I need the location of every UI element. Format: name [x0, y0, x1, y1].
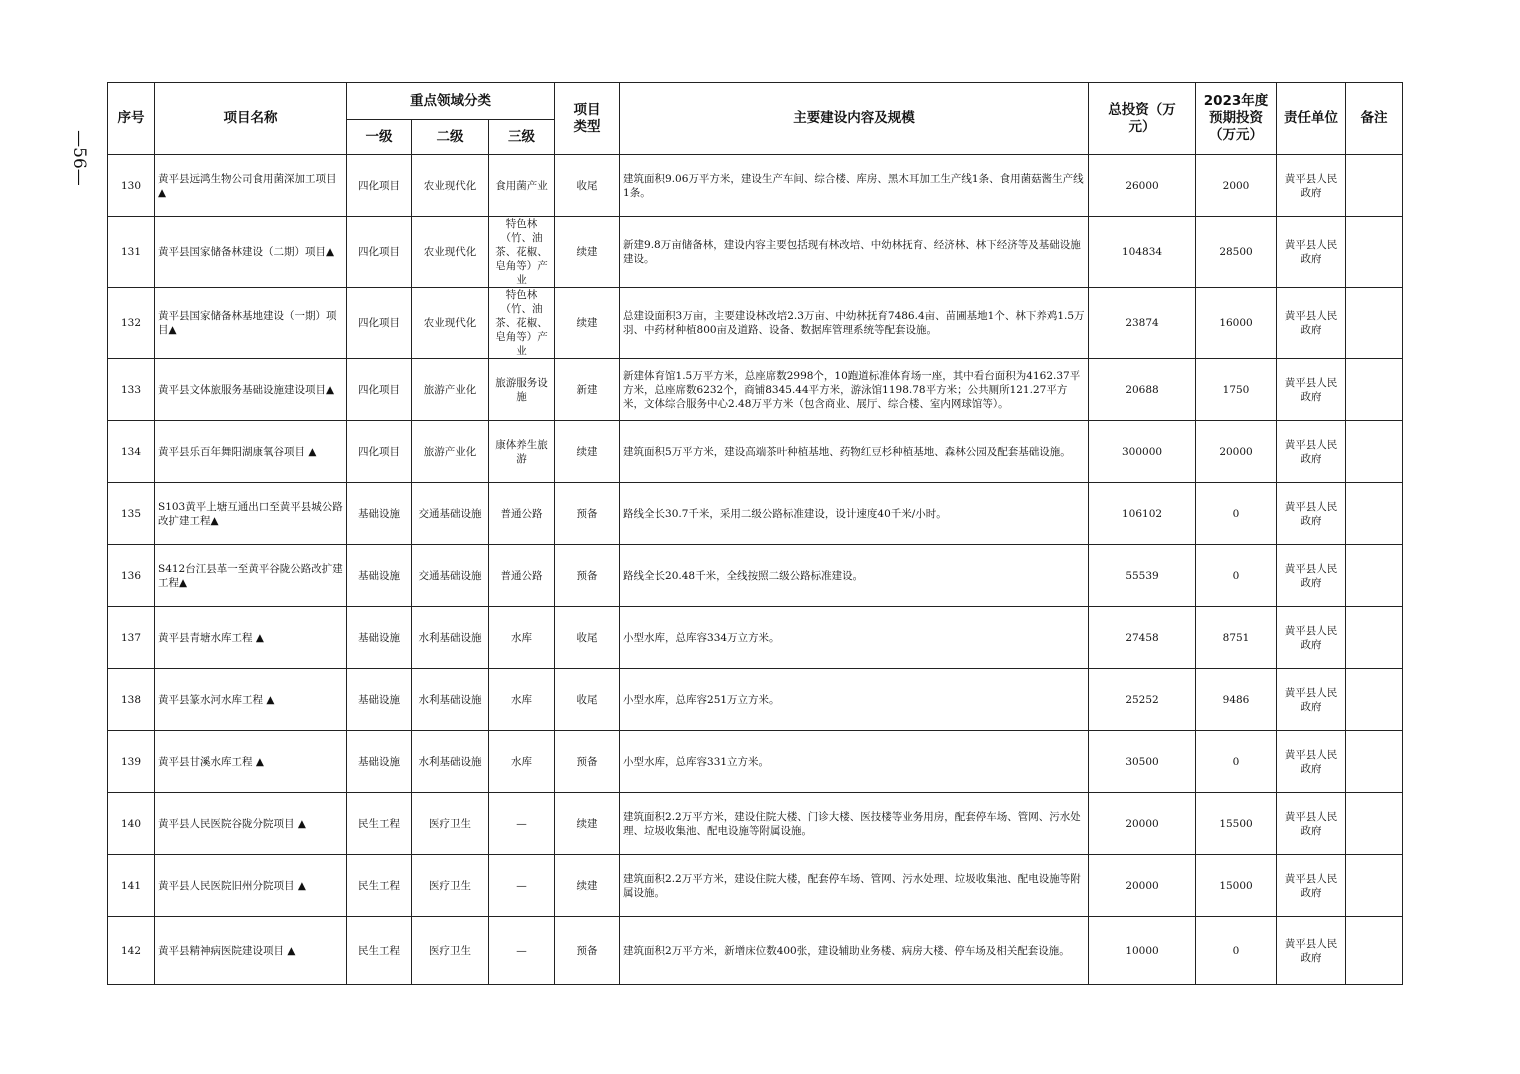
- cell-total: 20000: [1089, 793, 1196, 855]
- cell-type: 预备: [555, 483, 620, 545]
- cell-type: 续建: [555, 793, 620, 855]
- cell-level3: 水库: [489, 669, 555, 731]
- cell-level3: 特色林（竹、油茶、花椒、皂角等）产业: [489, 288, 555, 359]
- cell-invest-2023: 8751: [1196, 607, 1277, 669]
- cell-note: [1346, 669, 1403, 731]
- cell-type: 收尾: [555, 607, 620, 669]
- cell-name: S103黄平上塘互通出口至黄平县城公路改扩建工程▲: [155, 483, 347, 545]
- table-row: [108, 421, 1403, 483]
- cell-content: 建筑面积5万平方米，建设高端茶叶种植基地、药物红豆杉种植基地、森林公园及配套基础设施。: [620, 421, 1089, 483]
- header-seq: 序号: [108, 83, 155, 155]
- table-row: [108, 483, 1403, 545]
- cell-name: 黄平县乐百年舞阳湖康氧谷项目 ▲: [155, 421, 347, 483]
- cell-level1: 四化项目: [347, 155, 412, 217]
- table-row: [108, 855, 1403, 917]
- cell-total: 23874: [1089, 288, 1196, 359]
- cell-unit: 黄平县人民政府: [1277, 359, 1346, 421]
- cell-level2: 农业现代化: [412, 288, 489, 359]
- header-total: 总投资（万元）: [1089, 83, 1196, 155]
- cell-type: 续建: [555, 217, 620, 288]
- table-header: [108, 83, 1403, 155]
- header-level1: 一级: [347, 120, 412, 155]
- cell-level1: 民生工程: [347, 917, 412, 985]
- cell-content: 新建9.8万亩储备林，建设内容主要包括现有林改培、中幼林抚育、经济林、林下经济等及基础设施建设。: [620, 217, 1089, 288]
- table-body: [108, 155, 1403, 985]
- table-row: [108, 669, 1403, 731]
- cell-name: S412台江县革一至黄平谷陇公路改扩建工程▲: [155, 545, 347, 607]
- cell-invest-2023: 1750: [1196, 359, 1277, 421]
- cell-unit: 黄平县人民政府: [1277, 669, 1346, 731]
- cell-level2: 医疗卫生: [412, 917, 489, 985]
- cell-content: 总建设面积3万亩，主要建设林改培2.3万亩、中幼林抚育7486.4亩、苗圃基地1个、林下养鸡1.5万羽、中药材种植800亩及道路、设备、数据库管理系统等配套设施。: [620, 288, 1089, 359]
- cell-seq: 142: [108, 917, 155, 985]
- cell-invest-2023: 16000: [1196, 288, 1277, 359]
- cell-content: 建筑面积2万平方米，新增床位数400张，建设辅助业务楼、病房大楼、停车场及相关配套设施。: [620, 917, 1089, 985]
- cell-seq: 136: [108, 545, 155, 607]
- cell-total: 26000: [1089, 155, 1196, 217]
- cell-total: 20000: [1089, 855, 1196, 917]
- cell-level3: 普通公路: [489, 483, 555, 545]
- cell-seq: 130: [108, 155, 155, 217]
- cell-name: 黄平县国家储备林基地建设（一期）项目▲: [155, 288, 347, 359]
- cell-seq: 131: [108, 217, 155, 288]
- cell-unit: 黄平县人民政府: [1277, 545, 1346, 607]
- table-row: [108, 545, 1403, 607]
- cell-invest-2023: 28500: [1196, 217, 1277, 288]
- table-row: [108, 155, 1403, 217]
- cell-note: [1346, 731, 1403, 793]
- cell-invest-2023: 0: [1196, 917, 1277, 985]
- cell-content: 小型水库，总库容251万立方米。: [620, 669, 1089, 731]
- cell-name: 黄平县远鸿生物公司食用菌深加工项目▲: [155, 155, 347, 217]
- cell-level1: 四化项目: [347, 217, 412, 288]
- cell-content: 新建体育馆1.5万平方米，总座席数2998个，10跑道标准体育场一座，其中看台面积为4162.37平方米，总座席数6232个，商铺8345.44平方米，游泳馆1198.78平方米；公共厕所121.27平方米，文体综合服务中心2.48万平方米（包含商业、展厅、综合楼、室内网球馆等）。: [620, 359, 1089, 421]
- cell-level2: 水利基础设施: [412, 669, 489, 731]
- cell-note: [1346, 545, 1403, 607]
- page-number: —56—: [69, 130, 90, 186]
- cell-level3: 特色林（竹、油茶、花椒、皂角等）产业: [489, 217, 555, 288]
- cell-invest-2023: 0: [1196, 483, 1277, 545]
- cell-level3: 旅游服务设施: [489, 359, 555, 421]
- cell-level2: 农业现代化: [412, 217, 489, 288]
- cell-name: 黄平县文体旅服务基础设施建设项目▲: [155, 359, 347, 421]
- cell-level1: 基础设施: [347, 731, 412, 793]
- table-row: [108, 917, 1403, 985]
- header-name: 项目名称: [155, 83, 347, 155]
- table-row: [108, 359, 1403, 421]
- cell-unit: 黄平县人民政府: [1277, 483, 1346, 545]
- cell-note: [1346, 607, 1403, 669]
- cell-total: 27458: [1089, 607, 1196, 669]
- cell-note: [1346, 217, 1403, 288]
- cell-level1: 四化项目: [347, 359, 412, 421]
- cell-level3: 普通公路: [489, 545, 555, 607]
- table-row: [108, 288, 1403, 359]
- cell-note: [1346, 421, 1403, 483]
- cell-unit: 黄平县人民政府: [1277, 731, 1346, 793]
- cell-total: 104834: [1089, 217, 1196, 288]
- cell-note: [1346, 917, 1403, 985]
- cell-level1: 基础设施: [347, 545, 412, 607]
- cell-seq: 135: [108, 483, 155, 545]
- cell-name: 黄平县精神病医院建设项目 ▲: [155, 917, 347, 985]
- cell-name: 黄平县青塘水库工程 ▲: [155, 607, 347, 669]
- header-level3: 三级: [489, 120, 555, 155]
- cell-unit: 黄平县人民政府: [1277, 793, 1346, 855]
- cell-seq: 140: [108, 793, 155, 855]
- cell-level1: 基础设施: [347, 669, 412, 731]
- cell-total: 55539: [1089, 545, 1196, 607]
- cell-seq: 138: [108, 669, 155, 731]
- cell-content: 建筑面积9.06万平方米，建设生产车间、综合楼、库房、黑木耳加工生产线1条、食用菌菇酱生产线1条。: [620, 155, 1089, 217]
- cell-invest-2023: 15500: [1196, 793, 1277, 855]
- cell-level2: 农业现代化: [412, 155, 489, 217]
- cell-seq: 139: [108, 731, 155, 793]
- cell-note: [1346, 288, 1403, 359]
- cell-unit: 黄平县人民政府: [1277, 607, 1346, 669]
- cell-unit: 黄平县人民政府: [1277, 288, 1346, 359]
- cell-type: 续建: [555, 855, 620, 917]
- cell-note: [1346, 155, 1403, 217]
- table-row: [108, 217, 1403, 288]
- cell-type: 收尾: [555, 155, 620, 217]
- cell-type: 预备: [555, 545, 620, 607]
- cell-content: 小型水库，总库容331立方米。: [620, 731, 1089, 793]
- cell-content: 小型水库，总库容334万立方米。: [620, 607, 1089, 669]
- cell-level3: —: [489, 917, 555, 985]
- cell-total: 300000: [1089, 421, 1196, 483]
- cell-type: 续建: [555, 421, 620, 483]
- cell-name: 黄平县人民医院旧州分院项目 ▲: [155, 855, 347, 917]
- cell-seq: 137: [108, 607, 155, 669]
- cell-level2: 水利基础设施: [412, 607, 489, 669]
- cell-content: 建筑面积2.2万平方米，建设住院大楼、门诊大楼、医技楼等业务用房，配套停车场、管网、污水处理、垃圾收集池、配电设施等附属设施。: [620, 793, 1089, 855]
- cell-seq: 132: [108, 288, 155, 359]
- cell-level1: 基础设施: [347, 607, 412, 669]
- cell-unit: 黄平县人民政府: [1277, 855, 1346, 917]
- header-level2: 二级: [412, 120, 489, 155]
- cell-name: 黄平县国家储备林建设（二期）项目▲: [155, 217, 347, 288]
- cell-level3: 水库: [489, 607, 555, 669]
- cell-invest-2023: 15000: [1196, 855, 1277, 917]
- cell-unit: 黄平县人民政府: [1277, 421, 1346, 483]
- cell-name: 黄平县人民医院谷陇分院项目 ▲: [155, 793, 347, 855]
- header-content: 主要建设内容及规模: [620, 83, 1089, 155]
- header-unit: 责任单位: [1277, 83, 1346, 155]
- cell-level3: —: [489, 793, 555, 855]
- cell-level2: 水利基础设施: [412, 731, 489, 793]
- cell-level1: 四化项目: [347, 288, 412, 359]
- cell-name: 黄平县篆水河水库工程 ▲: [155, 669, 347, 731]
- cell-level2: 医疗卫生: [412, 793, 489, 855]
- cell-total: 25252: [1089, 669, 1196, 731]
- cell-level3: 康体养生旅游: [489, 421, 555, 483]
- cell-unit: 黄平县人民政府: [1277, 217, 1346, 288]
- header-type: 项目类型: [555, 83, 620, 155]
- cell-seq: 134: [108, 421, 155, 483]
- cell-level1: 民生工程: [347, 793, 412, 855]
- cell-total: 20688: [1089, 359, 1196, 421]
- cell-unit: 黄平县人民政府: [1277, 917, 1346, 985]
- cell-content: 路线全长30.7千米，采用二级公路标准建设，设计速度40千米/小时。: [620, 483, 1089, 545]
- cell-total: 10000: [1089, 917, 1196, 985]
- cell-name: 黄平县甘溪水库工程 ▲: [155, 731, 347, 793]
- table-row: [108, 607, 1403, 669]
- cell-level2: 旅游产业化: [412, 359, 489, 421]
- cell-level2: 医疗卫生: [412, 855, 489, 917]
- cell-level1: 四化项目: [347, 421, 412, 483]
- header-note: 备注: [1346, 83, 1403, 155]
- table-row: [108, 731, 1403, 793]
- cell-invest-2023: 20000: [1196, 421, 1277, 483]
- header-invest-2023: 2023年度预期投资（万元）: [1196, 83, 1277, 155]
- cell-invest-2023: 2000: [1196, 155, 1277, 217]
- cell-content: 建筑面积2.2万平方米，建设住院大楼，配套停车场、管网、污水处理、垃圾收集池、配电设施等附属设施。: [620, 855, 1089, 917]
- cell-invest-2023: 0: [1196, 545, 1277, 607]
- header-domain-group: 重点领域分类: [347, 83, 555, 120]
- cell-note: [1346, 359, 1403, 421]
- cell-note: [1346, 855, 1403, 917]
- cell-level1: 基础设施: [347, 483, 412, 545]
- cell-note: [1346, 793, 1403, 855]
- project-table: [107, 82, 1403, 985]
- cell-type: 续建: [555, 288, 620, 359]
- cell-unit: 黄平县人民政府: [1277, 155, 1346, 217]
- cell-type: 预备: [555, 731, 620, 793]
- cell-type: 新建: [555, 359, 620, 421]
- cell-total: 106102: [1089, 483, 1196, 545]
- cell-seq: 141: [108, 855, 155, 917]
- cell-level3: 食用菌产业: [489, 155, 555, 217]
- table-row: [108, 793, 1403, 855]
- cell-note: [1346, 483, 1403, 545]
- cell-invest-2023: 9486: [1196, 669, 1277, 731]
- cell-level3: —: [489, 855, 555, 917]
- cell-type: 预备: [555, 917, 620, 985]
- cell-level2: 交通基础设施: [412, 483, 489, 545]
- cell-total: 30500: [1089, 731, 1196, 793]
- cell-seq: 133: [108, 359, 155, 421]
- cell-invest-2023: 0: [1196, 731, 1277, 793]
- cell-level1: 民生工程: [347, 855, 412, 917]
- cell-level2: 旅游产业化: [412, 421, 489, 483]
- cell-content: 路线全长20.48千米，全线按照二级公路标准建设。: [620, 545, 1089, 607]
- cell-level2: 交通基础设施: [412, 545, 489, 607]
- cell-level3: 水库: [489, 731, 555, 793]
- cell-type: 收尾: [555, 669, 620, 731]
